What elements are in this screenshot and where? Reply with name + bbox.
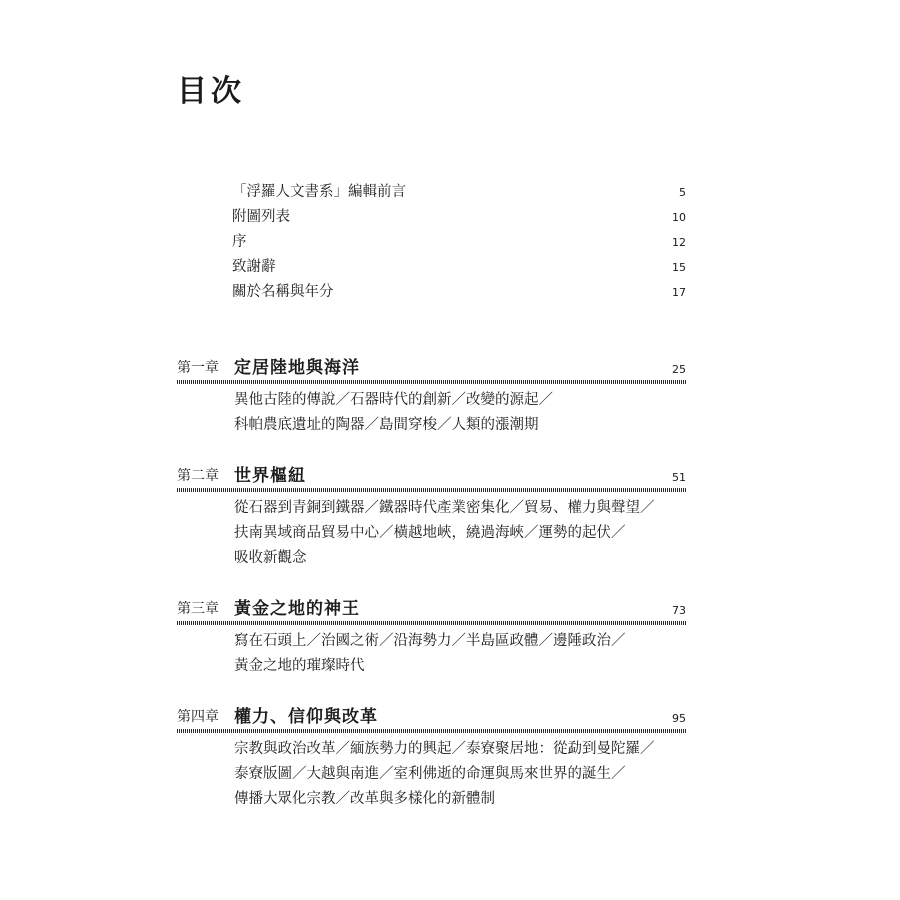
chapter-sections (177, 625, 686, 679)
front-matter-label: 致謝辭 (232, 259, 276, 275)
front-matter-label: 「浮羅人文書系」編輯前言 (232, 184, 406, 200)
front-matter-label: 附圖列表 (232, 209, 290, 225)
front-matter-item[interactable] (232, 205, 686, 230)
section-line: 吸收新觀念 (234, 550, 307, 566)
chapter-heading[interactable] (177, 352, 686, 380)
section-line: 科帕農底遺址的陶器／島間穿梭／人類的漲潮期 (234, 417, 539, 433)
chapter-1 (177, 352, 686, 438)
chapter-page: 73 (672, 604, 686, 617)
chapter-title: 權力、信仰與改革 (234, 707, 378, 727)
chapter-page: 25 (672, 363, 686, 376)
chapter-title: 定居陸地與海洋 (234, 358, 360, 378)
chapter-number: 第三章 (177, 601, 219, 617)
chapter-3 (177, 593, 686, 679)
front-matter-item[interactable] (232, 280, 686, 305)
section-line: 異他古陸的傳說／石器時代的創新／改變的源起／ (234, 392, 553, 408)
front-matter-page: 15 (672, 261, 686, 274)
section-line: 傳播大眾化宗教／改革與多樣化的新體制 (234, 791, 495, 807)
chapter-sections (177, 733, 686, 812)
front-matter-list (232, 180, 686, 305)
chapter-4 (177, 701, 686, 812)
chapter-title: 黃金之地的神王 (234, 599, 360, 619)
chapter-page: 51 (672, 471, 686, 484)
chapter-number: 第二章 (177, 468, 219, 484)
chapter-2 (177, 460, 686, 571)
chapter-sections (177, 384, 686, 438)
section-line: 扶南異域商品貿易中心／橫越地峽，繞過海峽／運勢的起伏／ (234, 525, 626, 541)
chapter-title: 世界樞紐 (234, 466, 306, 486)
front-matter-page: 10 (672, 211, 686, 224)
front-matter-page: 12 (672, 236, 686, 249)
section-line: 寫在石頭上／治國之術／沿海勢力／半島區政體／邊陲政治／ (234, 633, 626, 649)
front-matter-item[interactable] (232, 255, 686, 280)
section-line: 從石器到青銅到鐵器／鐵器時代產業密集化／貿易、權力與聲望／ (234, 500, 655, 516)
front-matter-item[interactable] (232, 180, 686, 205)
chapter-list (177, 352, 686, 834)
chapter-page: 95 (672, 712, 686, 725)
section-line: 泰寮版圖／大越與南進／室利佛逝的命運與馬來世界的誕生／ (234, 766, 626, 782)
front-matter-item[interactable] (232, 230, 686, 255)
chapter-heading[interactable] (177, 701, 686, 729)
chapter-heading[interactable] (177, 460, 686, 488)
chapter-number: 第四章 (177, 709, 219, 725)
front-matter-page: 17 (672, 286, 686, 299)
front-matter-label: 關於名稱與年分 (232, 284, 334, 300)
chapter-heading[interactable] (177, 593, 686, 621)
page-title: 目次 (177, 74, 245, 109)
front-matter-label: 序 (232, 234, 247, 250)
front-matter-page: 5 (679, 186, 686, 199)
section-line: 黃金之地的璀璨時代 (234, 658, 365, 674)
chapter-sections (177, 492, 686, 571)
chapter-number: 第一章 (177, 360, 219, 376)
section-line: 宗教與政治改革／緬族勢力的興起／泰寮聚居地：從勐到曼陀羅／ (234, 741, 655, 757)
